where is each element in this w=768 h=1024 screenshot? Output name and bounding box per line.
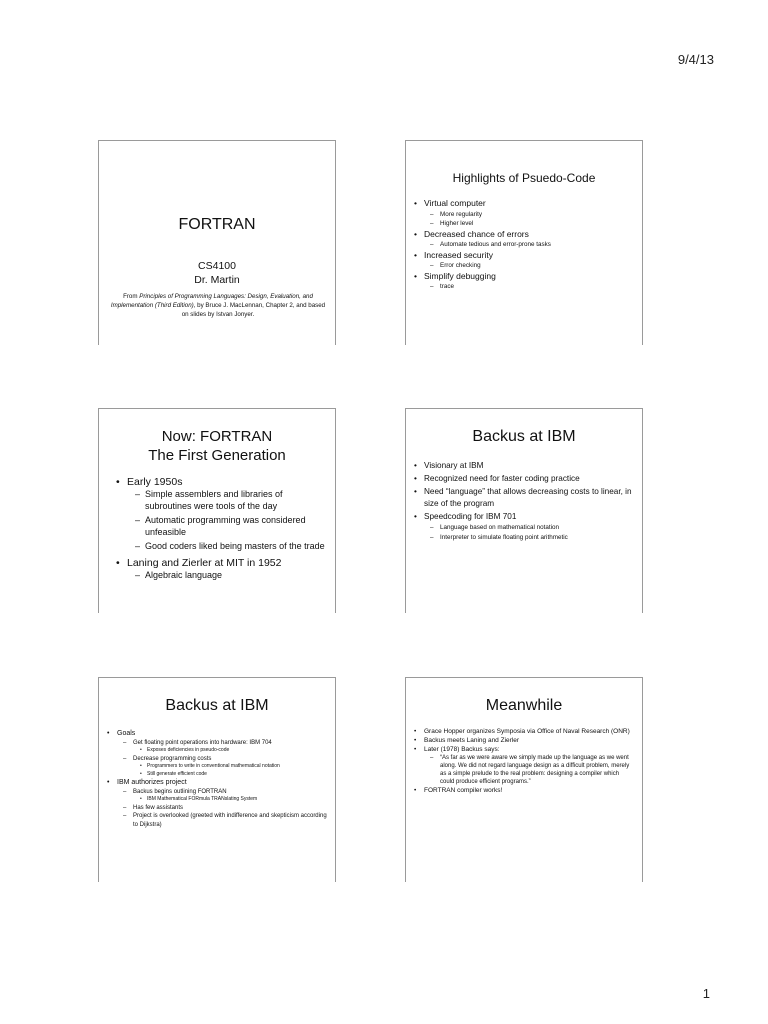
- list-item: • Simplify debugging – trace: [424, 271, 634, 292]
- course-info: [99, 259, 335, 287]
- list-item: – Language based on mathematical notation: [440, 523, 634, 533]
- page-number: 1: [702, 986, 710, 1001]
- list-item: • FORTRAN compiler works!: [424, 786, 634, 795]
- slide-backus-at-ibm-2: [98, 677, 336, 882]
- slide-now-fortran: [98, 408, 336, 613]
- list-item: – Automate tedious and error-prone tasks: [440, 240, 634, 250]
- list-item: – trace: [440, 282, 634, 292]
- bullet-list: [406, 198, 642, 292]
- list-item: • Later (1978) Backus says: – “As far as we were aware we simply made up the language as we went along. We did not regard language design as a difficult problem, merely as a simple prelude to the real problem: designing a compiler which could produce efficient programs.”: [424, 745, 634, 786]
- list-item: – Simple assemblers and libraries of subroutines were tools of the day: [145, 489, 327, 512]
- list-item: – Higher level: [440, 219, 634, 229]
- list-item: • Decreased chance of errors – Automate tedious and error-prone tasks: [424, 229, 634, 250]
- slide-title: Meanwhile: [485, 697, 563, 714]
- list-item: – More regularity: [440, 210, 634, 220]
- list-item: • Early 1950s – Simple assemblers and libraries of subroutines were tools of the day – Automatic programming was considered unfeasible – Good coders liked being masters of the trade: [127, 475, 327, 553]
- slide-title: Backus at IBM: [472, 428, 576, 445]
- slide-title: Backus at IBM: [165, 697, 269, 714]
- list-item: • Still generate efficient code: [147, 771, 327, 779]
- list-item: • Laning and Zierler at MIT in 1952 – Algebraic language: [127, 556, 327, 582]
- list-item: • Need “language” that allows decreasing costs to linear, in size of the program: [424, 486, 634, 510]
- list-item: – Project is overlooked (greeted with indifference and skepticism according to Dijkstra): [133, 812, 327, 829]
- bullet-list: [406, 727, 642, 795]
- list-item: – Get floating point operations into hardware: IBM 704 • Exposes deficiencies in pseudo-code: [133, 739, 327, 755]
- list-item: • Exposes deficiencies in pseudo-code: [147, 747, 327, 755]
- slide-title: FORTRAN: [178, 216, 256, 233]
- list-item: – Has few assistants: [133, 804, 327, 813]
- slide-title: Highlights of Psuedo-Code: [452, 171, 596, 185]
- bullet-list: [99, 729, 335, 829]
- slide-meanwhile: [405, 677, 643, 882]
- list-item: • Grace Hopper organizes Symposia via Office of Naval Research (ONR): [424, 727, 634, 736]
- list-item: • Increased security – Error checking: [424, 250, 634, 271]
- bullet-list: [99, 475, 335, 581]
- slide-highlights-pseudo-code: [405, 140, 643, 345]
- source-credit: [109, 292, 327, 319]
- bullet-list: [406, 460, 642, 542]
- page-date: 9/4/13: [677, 52, 714, 67]
- list-item: – Decrease programming costs • Programmers to write in conventional mathematical notation • Still generate efficient code: [133, 755, 327, 779]
- list-item: • IBM Mathematical FORmula TRANslating System: [147, 796, 327, 804]
- list-item: • Backus meets Laning and Zierler: [424, 736, 634, 745]
- list-item: – “As far as we were aware we simply made up the language as we went along. We did not regard language design as a difficult problem, merely as a simple prelude to the real problem: designing a compiler which could produce efficient programs.”: [440, 754, 634, 786]
- list-item: – Interpreter to simulate floating point arithmetic: [440, 533, 634, 543]
- credit-prefix: From: [123, 293, 140, 300]
- course-code: CS4100: [198, 260, 236, 272]
- list-item: – Error checking: [440, 261, 634, 271]
- list-item: – Automatic programming was considered unfeasible: [145, 515, 327, 538]
- list-item: • Programmers to write in conventional mathematical notation: [147, 763, 327, 771]
- slide-backus-at-ibm-1: [405, 408, 643, 613]
- slide-fortran-title: [98, 140, 336, 345]
- list-item: – Algebraic language: [145, 570, 327, 582]
- list-item: – Good coders liked being masters of the trade: [145, 541, 327, 553]
- list-item: – Backus begins outlining FORTRAN • IBM Mathematical FORmula TRANslating System: [133, 788, 327, 804]
- instructor-name: Dr. Martin: [194, 274, 240, 286]
- list-item: • Visionary at IBM: [424, 460, 634, 472]
- credit-book-title: Principles of Programming Languages: Design, Evaluation, and Implementation (Third Edition): [110, 293, 313, 309]
- list-item: • Recognized need for faster coding practice: [424, 473, 634, 485]
- slide-title: Now: FORTRAN The First Generation: [148, 428, 286, 464]
- list-item: • Speedcoding for IBM 701 – Language based on mathematical notation – Interpreter to simulate floating point arithmetic: [424, 511, 634, 542]
- list-item: • IBM authorizes project – Backus begins outlining FORTRAN • IBM Mathematical FORmula TRANslating System – Has few assistants – Project is overlooked (greeted with indifference and skepticism according to Dijkstra): [117, 778, 327, 829]
- credit-suffix: , by Bruce J. MacLennan, Chapter 2, and based on slides by Istvan Jonyer.: [181, 302, 326, 318]
- list-item: • Virtual computer – More regularity – Higher level: [424, 198, 634, 229]
- list-item: • Goals – Get floating point operations into hardware: IBM 704 • Exposes deficiencies in pseudo-code – Decrease programming costs • Programmers to write in conventional mathematical notation • Still generate efficient code: [117, 729, 327, 778]
